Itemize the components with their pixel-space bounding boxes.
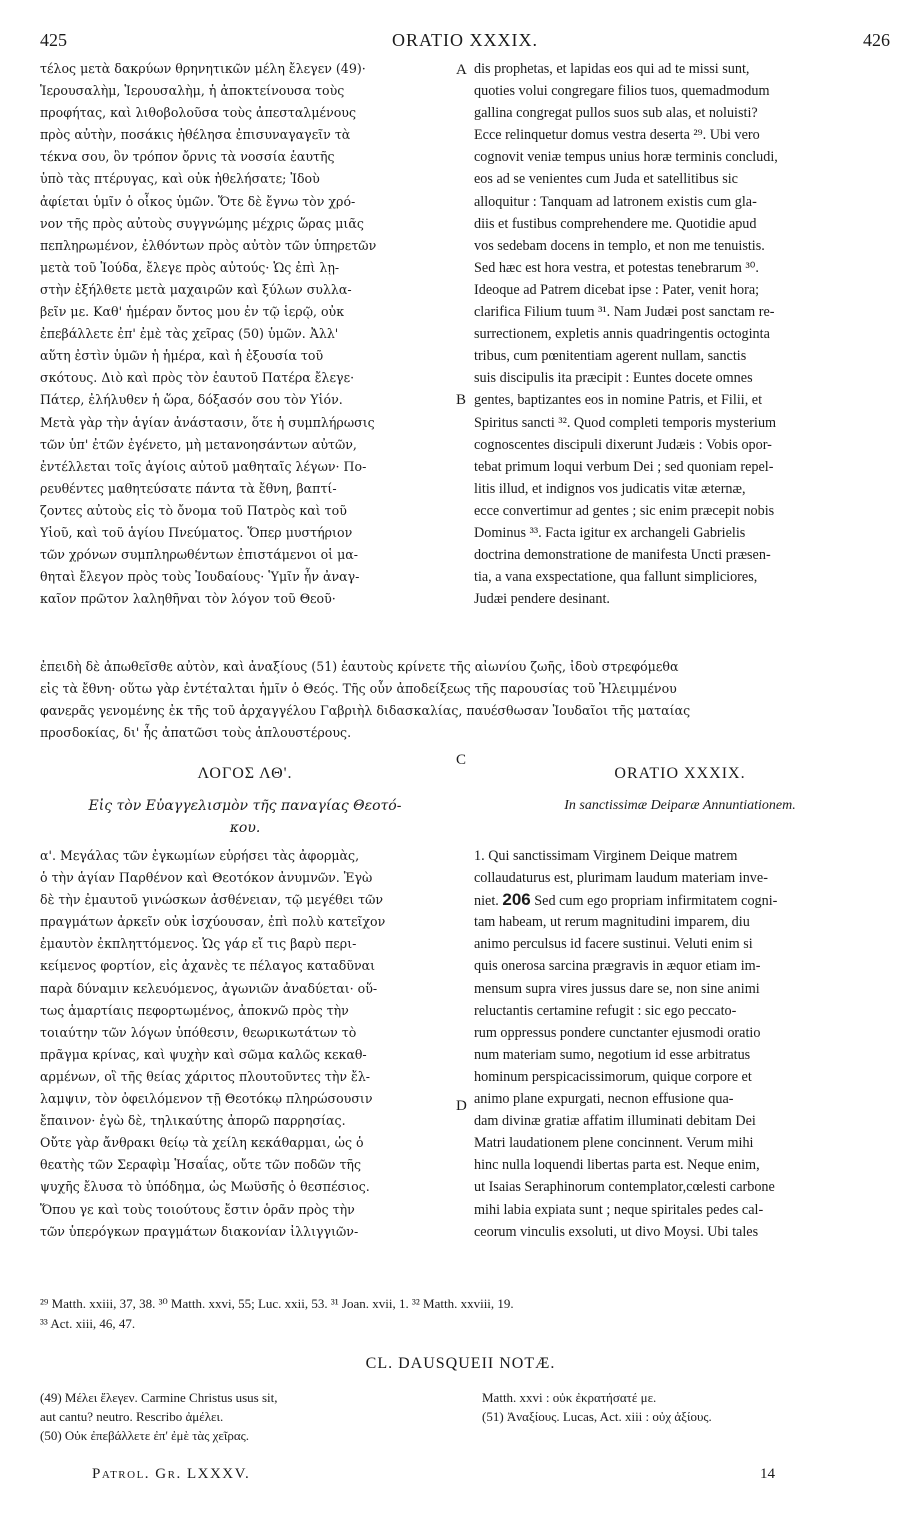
text-line: προσδοκίας, δι' ἧς ἀπατῶσι τοὺς ἁπλουστέρους. (40, 725, 352, 741)
text-line: δὲ τὴν ἐμαυτοῦ γινώσκων ἀσθένειαν, τῷ μεγέθει τῶν (40, 892, 384, 908)
text-line: animo perculsus id facere sustinui. Veluti enim si (474, 936, 753, 953)
text-line: quoties volui congregare filios tuos, quemadmodum (474, 83, 770, 100)
footer-volume: Patrol. Gr. LXXXV. (92, 1466, 251, 1482)
text-line: φανερᾶς γενομένης ἐκ τῆς τοῦ ἀρχαγγέλου Γαβριὴλ διδασκαλίας, παυέσθωσαν Ἰουδαῖοι τῆς ματαίας (40, 703, 691, 719)
text-line: reluctantis certamine refugit : sic ego peccato- (474, 1002, 737, 1019)
margin-marker-a: A (456, 62, 467, 78)
text-line: Ὅπου γε καὶ τοὺς τοιούτους ἔστιν ὁρᾶν πρὸς τὴν (40, 1201, 355, 1217)
text-line: niet. 206 Sed cum ego propriam infirmitatem cogni- (474, 890, 778, 910)
text-line: Μετὰ γὰρ τὴν ἁγίαν ἀνάστασιν, ὅτε ἡ συμπλήρωσις (40, 414, 375, 430)
text-line: cognovit veniæ tempus unius horæ terminis concludi, (474, 149, 778, 166)
notes-title: CL. DAUSQUEII NOTÆ. (365, 1355, 556, 1372)
page-header (40, 30, 890, 54)
text-line: θηταὶ ἔλεγον πρὸς τοὺς Ἰουδαίους· Ὑμῖν ἦν ἀναγ- (40, 569, 360, 585)
text-line: πεπληρωμένον, ἐλθόντων πρὸς αὐτὸν τῶν ὑπηρετῶν (40, 237, 377, 253)
text-line: alloquitur : Tanquam ad latronem existis cum gla- (474, 193, 757, 210)
margin-marker-d: D (456, 1098, 467, 1114)
text-line: tam habeam, ut rerum magnitudini imparem, diu (474, 914, 750, 931)
text-line: mensum supra vires jussus dare se, non sine animi (474, 980, 760, 997)
latin-column-top (474, 58, 886, 610)
text-line: ἐπειδὴ δὲ ἀπωθεῖσθε αὐτὸν, καὶ ἀναξίους (51) ἑαυτοὺς κρίνετε τῆς αἰωνίου ζωῆς, ἰδοὺ στρεφόμεθα (40, 659, 679, 674)
text-line: ut Isaias Seraphinorum contemplator,cœlesti carbone (474, 1179, 775, 1196)
text-line: Υἱοῦ, καὶ τοῦ ἁγίου Πνεύματος. Ὅπερ μυστήριον (40, 524, 353, 540)
running-title: ORATIO XXXIX. (392, 30, 538, 50)
greek-subtitle-line-2: κου. (229, 820, 261, 836)
text-line: ceorum vinculis exsoluti, ut divo Moysi. Ubi tales (474, 1223, 759, 1240)
notes-right-column (482, 1388, 892, 1426)
text-line: πραγμάτων ἀρκεῖν οὐκ ἰσχύουσαν, ἐπὶ πολὺ κατεῖχον (40, 914, 386, 930)
text-line: Judæi pendere desinant. (474, 591, 610, 608)
text-line: eos ad se venientes cum Juda et satellitibus sic (474, 171, 738, 188)
text-line: quis onerosa sarcina prægravis in æquor etiam im- (474, 958, 761, 975)
text-line: cognoscentes discipuli dixerunt Judæis : Vobis opor- (474, 436, 772, 453)
text-line: rum oppressus pondere cunctanter ejusmodi oratio (474, 1024, 761, 1041)
text-line: Πάτερ, ἐλήλυθεν ἡ ὥρα, δόξασόν σου τὸν Υἱόν. (40, 392, 343, 408)
greek-section-title: ΛΟΓΟΣ ΛΘ'. (197, 765, 293, 782)
text-line: dam divinæ gratiæ affatim illuminati debitam Dei (474, 1113, 756, 1130)
reference-line: ³³ Act. xiii, 46, 47. (40, 1316, 136, 1331)
text-line: vos sedebam docens in templo, et non me tenuistis. (474, 237, 765, 254)
text-line: diis et fustibus comprehendere me. Quotidie apud (474, 215, 757, 232)
scripture-references (40, 1294, 890, 1334)
text-line: ὁ τὴν ἁγίαν Παρθένον καὶ Θεοτόκον ἀνυμνῶν. Ἐγὼ (40, 870, 373, 886)
text-line: ecce convertimur ad gentes ; sic enim præcepit nobis (474, 502, 775, 519)
text-line: ἐμαυτὸν ἐκπληττόμενος. Ὡς γάρ εἴ τις βαρὺ περι- (40, 936, 357, 952)
text-line: Οὔτε γὰρ ἄνθρακι θείῳ τὰ χείλη κεκάθαρμαι, ὡς ὁ (40, 1135, 364, 1151)
text-line: α'. Μεγάλας τῶν ἐγκωμίων εὑρήσει τὰς ἀφορμὰς, (40, 848, 360, 863)
text-line: mihi labia expiata sunt ; neque spiritales pedes cal- (474, 1201, 764, 1218)
text-line: tebat primum loqui verbum Dei ; sed quoniam repel- (474, 458, 774, 475)
page-number-left: 425 (40, 30, 67, 50)
text-line: Ecce relinquetur domus vestra deserta ²⁹. Ubi vero (474, 127, 760, 144)
note-line: aut cantu? neutro. Rescribo ἀμέλει. (40, 1409, 224, 1424)
footer-signature: 14 (760, 1466, 775, 1482)
text-line: στὴν ἐξήλθετε μετὰ μαχαιρῶν καὶ ξύλων συλλα- (40, 281, 352, 297)
latin-section-title: ORATIO XXXIX. (614, 765, 746, 782)
text-line: hinc nulla loquendi libertas parta est. Neque enim, (474, 1157, 760, 1174)
text-line: τῶν ὑπ' ἐτῶν ἐγένετο, μὴ μετανοησάντων αὐτῶν, (40, 436, 357, 452)
text-line: τῶν χρόνων συμπληρωθέντων ἐπιστάμενοι οἱ μα- (40, 547, 359, 563)
text-line: Dominus ³³. Facta igitur ex archangeli Gabrielis (474, 524, 746, 541)
text-line: τοιαύτην τῶν λόγων ὑπόθεσιν, θεωρικωτάτων τὸ (40, 1024, 357, 1040)
text-line: τως ἁμαρτίαις πεφορτωμένος, ἀποκνῶ πρὸς τὴν (40, 1002, 349, 1018)
text-line: κείμενος φορτίον, εἰς ἀχανὲς τε πέλαγος καταδῦναι (40, 958, 376, 974)
margin-marker-b: B (456, 392, 467, 408)
text-line: litis illud, et indignos vos judicatis vitæ æternæ, (474, 480, 746, 497)
text-line: Matri laudationem plene concinnent. Verum mihi (474, 1135, 754, 1152)
text-line: εἰς τὰ ἔθνη· οὕτω γὰρ ἐντέταλται ἡμῖν ὁ Θεός. Τῆς οὖν ἀποδείξεως τῆς παρουσίας τοῦ Ἠλειμμένου (40, 681, 677, 697)
text-line: Sed hæc est hora vestra, et potestas tenebrarum ³⁰. (474, 259, 759, 276)
note-line: (50) Οὐκ ἐπεβάλλετε ἐπ' ἐμὲ τὰς χεῖρας. (40, 1428, 250, 1443)
text-line: ἐντέλλεται τοῖς ἁγίοις αὐτοῦ μαθηταῖς λέγων· Πο- (40, 458, 367, 474)
text-line: παρὰ δύναμιν κελευόμενος, ἀγωνιῶν ἀναδύεται· οὕ- (40, 980, 378, 996)
text-line: λαμψιν, τὸν ὀφειλόμενον τῇ Θεοτόκῳ πληρώσουσιν (40, 1091, 373, 1107)
text-line: tia, a vana exspectatione, qua fallunt simpliciores, (474, 569, 758, 586)
text-line: Ideoque ad Patrem dicebat ipse : Pater, venit hora; (474, 281, 760, 298)
text-line: μετὰ τοῦ Ἰούδα, ἔλεγε πρὸς αὐτούς· Ὡς ἐπὶ λῃ- (40, 259, 340, 275)
text-line: τῶν ὑπερόγκων πραγμάτων διακονίαν ἰλλιγγιῶν- (40, 1223, 359, 1239)
margin-marker-c: C (456, 752, 467, 768)
text-line: ἀφίεται ὑμῖν ὁ οἶκος ὑμῶν. Ὅτε δὲ ἔγνω τὸν χρό- (40, 193, 356, 209)
text-line: βεῖν με. Καθ' ἡμέραν ὄντος μου ἐν τῷ ἱερῷ, οὐκ (40, 304, 345, 320)
greek-section-subtitle (40, 795, 450, 839)
note-line: (49) Μέλει ἔλεγεν. Carmine Christus usus sit, (40, 1390, 278, 1405)
text-line: 1. Qui sanctissimam Virginem Deique matrem (474, 848, 738, 864)
text-line: ἔπαινον· ἐγὼ δὲ, τηλικαύτης ἀπορῶ παρρησίας. (40, 1113, 346, 1129)
notes-left-column (40, 1388, 460, 1445)
latin-section-subtitle: In sanctissimæ Deiparæ Annuntiationem. (564, 798, 796, 813)
text-line: νον τῆς πρὸς αὐτοὺς συγγνώμης μέχρις ὥρας μιᾶς (40, 215, 364, 231)
text-line: πρὸς αὐτὴν, ποσάκις ἠθέλησα ἐπισυναγαγεῖν τὰ (40, 127, 351, 143)
text-line: collaudaturus est, plurimam laudum materiam inve- (474, 870, 768, 887)
greek-full-width-text (40, 656, 890, 744)
text-line: gentes, baptizantes eos in nomine Patris, et Filii, et (474, 392, 763, 409)
text-line: αὕτη ἐστὶν ὑμῶν ἡ ἡμέρα, καὶ ἡ ἐξουσία τοῦ (40, 348, 324, 364)
text-line: clarifica Filium tuum ³¹. Nam Judæi post sanctam re- (474, 304, 775, 321)
text-line: suis discipulis ita præcipit : Euntes docete omnes (474, 370, 753, 387)
text-line: ζοντες αὐτοὺς εἰς τὸ ὄνομα τοῦ Πατρὸς καὶ τοῦ (40, 502, 347, 518)
greek-subtitle-line-1: Εἰς τὸν Εὐαγγελισμὸν τῆς παναγίας Θεοτό- (88, 798, 402, 814)
note-line: (51) Ἀναξίους. Lucas, Act. xiii : οὐχ ἀξίους. (482, 1409, 712, 1424)
text-line: θεατὴς τῶν Σεραφὶμ Ἡσαΐας, οὔτε τῶν ποδῶν τῆς (40, 1157, 362, 1173)
latin-body-column (474, 845, 886, 1243)
text-line: dis prophetas, et lapidas eos qui ad te missi sunt, (474, 61, 750, 77)
text-line: ρευθέντες μαθητεύσατε πάντα τὰ ἔθνη, βαπτί- (40, 480, 337, 496)
text-line: ψυχῆς ἔλυσα τὸ ὑπόδημα, ὡς Μωϋσῆς ὁ θεσπέσιος. (40, 1179, 370, 1195)
page-number-right: 426 (863, 30, 890, 50)
text-line: Ἱερουσαλὴμ, Ἱερουσαλὴμ, ἡ ἀποκτείνουσα τοὺς (40, 83, 345, 99)
column-number: 206 (502, 890, 531, 910)
text-line: tribus, cum pœnitentiam agerent nullam, sanctis (474, 348, 747, 365)
text-line: προφήτας, καὶ λιθοβολοῦσα τοὺς ἀπεσταλμένους (40, 105, 357, 121)
note-line: Matth. xxvi : οὐκ ἐκρατήσατέ με. (482, 1390, 657, 1405)
greek-body-column (40, 845, 450, 1243)
text-line: ὑπὸ τὰς πτέρυγας, καὶ οὐκ ἠθελήσατε; Ἰδοὺ (40, 171, 320, 187)
text-line: Spiritus sancti ³². Quod completi temporis mysterium (474, 414, 777, 431)
text-line: αρμένων, οἳ τῆς θείας χάριτος πλουτοῦντες τὴν ἔλ- (40, 1068, 371, 1084)
text-line: num materiam sumo, negotium id esse arbitratus (474, 1046, 751, 1063)
text-line: πρᾶγμα κρίνας, καὶ ψυχὴν καὶ σῶμα καλῶς κεκαθ- (40, 1046, 367, 1062)
text-line: καῖον πρῶτον λαληθῆναι τὸν λόγον τοῦ Θεοῦ· (40, 591, 336, 607)
text-line: hominum perspicacissimorum, quique corpore et (474, 1068, 752, 1085)
text-line: gallina congregat pullos suos sub alas, et noluisti? (474, 105, 758, 122)
reference-line: ²⁹ Matth. xxiii, 37, 38. ³⁰ Matth. xxvi, 55; Luc. xxii, 53. ³¹ Joan. xvii, 1. ³² Matth. xxviii, 19. (40, 1296, 514, 1311)
text-line: doctrina demonstratione de manifesta Uncti præsen- (474, 547, 771, 564)
text-line: surrectionem, expletis annis quadringentis octoginta (474, 326, 770, 343)
text-line: τέκνα σου, ὃν τρόπον ὄρνις τὰ νοσσία ἑαυτῆς (40, 149, 335, 165)
greek-column-top (40, 58, 450, 610)
text-line: σκότους. Διὸ καὶ πρὸς τὸν ἑαυτοῦ Πατέρα ἔλεγε· (40, 370, 355, 386)
text-line: animo plane expurgati, necnon effusione qua- (474, 1091, 734, 1108)
text-line: ἐπεβάλλετε ἐπ' ἐμὲ τὰς χεῖρας (50) ὑμῶν. Ἀλλ' (40, 326, 339, 342)
text-line: τέλος μετὰ δακρύων θρηνητικῶν μέλη ἔλεγεν (49)· (40, 61, 366, 76)
